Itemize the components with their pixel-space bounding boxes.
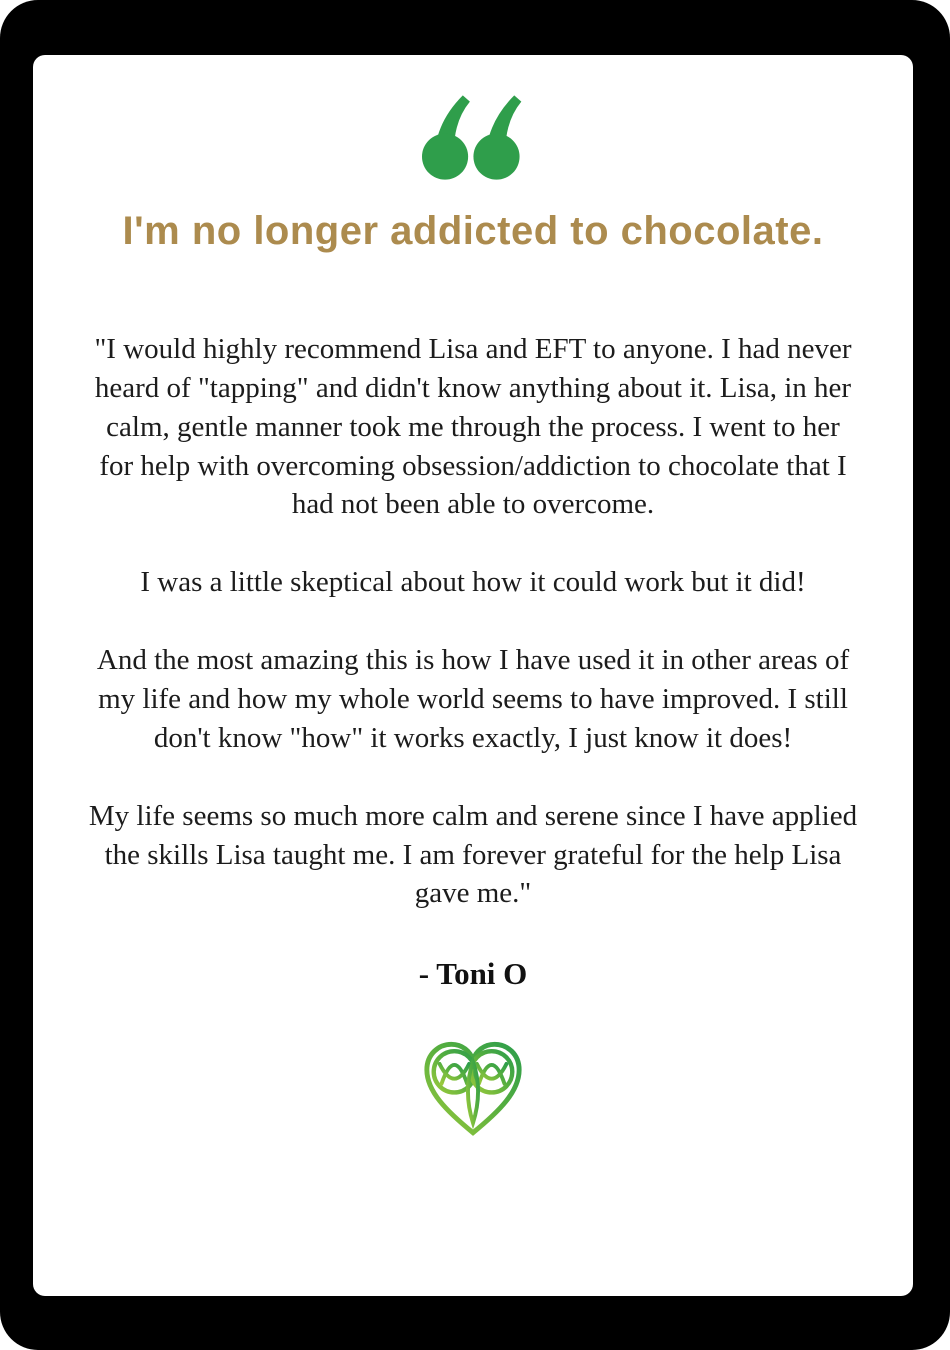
testimonial-paragraph-3: And the most amazing this is how I have used it in other areas of my life and how my whole world seems to have improved. I still don't know "how" it works exactly, I just know it does! (96, 644, 850, 754)
testimonial-attribution: - Toni O (418, 956, 528, 992)
testimonial-card (33, 55, 913, 1296)
opening-double-quote-icon (422, 92, 524, 184)
testimonial-paragraph-2: I was a little skeptical about how it could work but it did! (140, 566, 806, 599)
testimonial-paragraph-4: My life seems so much more calm and serene since I have applied the skills Lisa taught me. I am forever grateful for the help Lisa gave me." (88, 799, 858, 910)
testimonial-headline: I'm no longer addicted to chocolate. (122, 209, 824, 253)
celtic-knot-heart-icon (419, 1036, 527, 1140)
testimonial-body (88, 330, 858, 913)
testimonial-paragraph-1: "I would highly recommend Lisa and EFT to anyone. I had never heard of "tapping" and didn't know anything about it. Lisa, in her calm, gentle manner took me through the process. I went to her for help with overcoming obsession/addiction to chocolate that I had not been able to overcome. (94, 333, 852, 521)
